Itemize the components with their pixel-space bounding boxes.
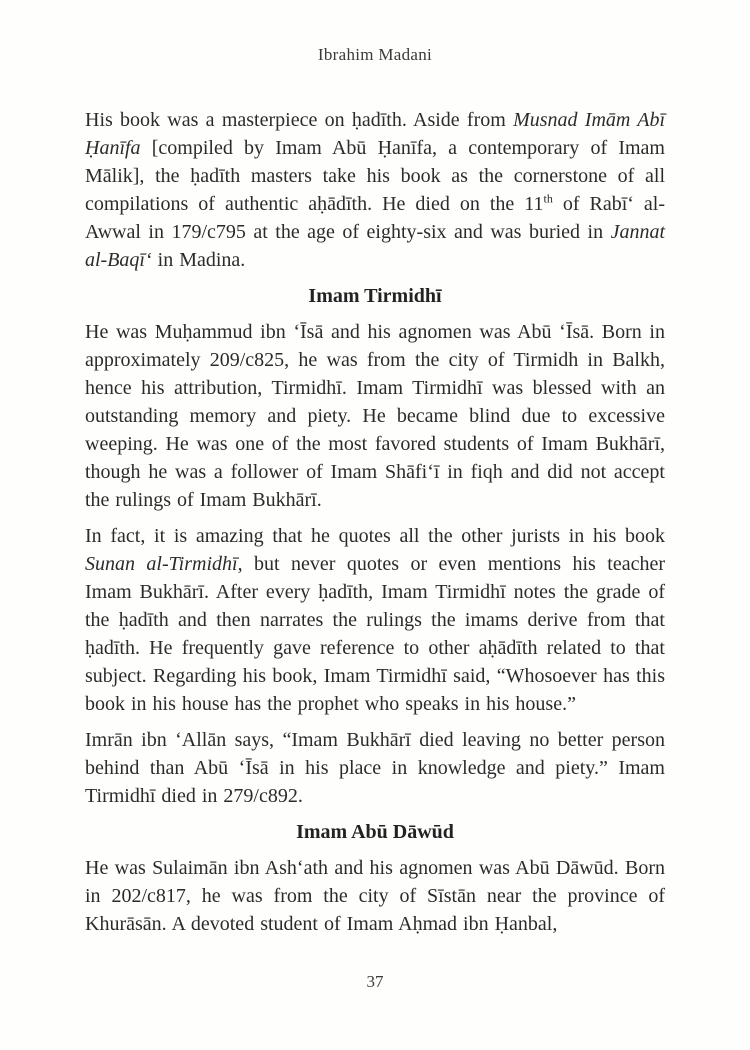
paragraph (85, 318, 665, 514)
paragraph (85, 522, 665, 718)
section-heading: Imam Tirmidhī (308, 285, 442, 307)
page-number: 37 (366, 972, 384, 991)
text-run: His book was a masterpiece on ḥadīth. Aside from (85, 109, 514, 131)
text-run: In fact, it is amazing that he quotes all the other jurists in his book (85, 525, 665, 547)
text-run: , but never quotes or even mentions his teacher Imam Bukhārī. After every ḥadīth, Imam Tirmidhī notes the grade of the ḥadīth and then narrates the rulings the imams derive from that ḥadīth. He frequently gave reference to other aḥādīth related to that subject. Regarding his book, Imam Tirmidhī said, “Whosoever has this book in his house has the prophet who speaks in his house.” (85, 553, 665, 715)
text-run: He was Sulaimān ibn Ash‘ath and his agnomen was Abū Dāwūd. Born in 202/c817, he was from the city of Sīstān near the province of Khurāsān. A devoted student of Imam Aḥmad ibn Ḥanbal, (85, 857, 665, 935)
text-run-superscript: th (543, 191, 553, 206)
text-run: [compiled by Imam Abū Ḥanīfa, a contemporary of Imam Mālik], the ḥadīth masters take his book as the cornerstone of all compilations of authentic aḥādīth. He died on the 11 (85, 137, 665, 215)
text-run: of Rabī‘ al-Awwal in 179/c795 at the age of eighty-six and was buried in (85, 193, 666, 243)
page-body (85, 106, 665, 946)
text-run-italic: Jannat al-Baqī‘ (85, 221, 665, 271)
text-run: in Madina. (151, 249, 246, 271)
paragraph (85, 106, 665, 274)
running-header: Ibrahim Madani (317, 45, 433, 64)
paragraph (85, 726, 665, 810)
text-run: He was Muḥammud ibn ‘Īsā and his agnomen was Abū ‘Īsā. Born in approximately 209/c825, he was from the city of Tirmidh in Balkh, hence his attribution, Tirmidhī. Imam Tirmidhī was blessed with an outstanding memory and piety. He became blind due to excessive weeping. He was one of the most favored students of Imam Bukhārī, though he was a follower of Imam Shāfi‘ī in fiqh and did not accept the rulings of Imam Bukhārī. (85, 321, 665, 511)
paragraph (85, 854, 665, 938)
text-run: Imrān ibn ‘Allān says, “Imam Bukhārī died leaving no better person behind than Abū ‘Īsā in his place in knowledge and piety.” Imam Tirmidhī died in 279/c892. (85, 729, 665, 807)
text-run-italic: Musnad Imām Abī Ḥanīfa (85, 109, 666, 159)
section-heading: Imam Abū Dāwūd (296, 821, 454, 843)
text-run-italic: Sunan al-Tirmidhī (85, 553, 238, 575)
